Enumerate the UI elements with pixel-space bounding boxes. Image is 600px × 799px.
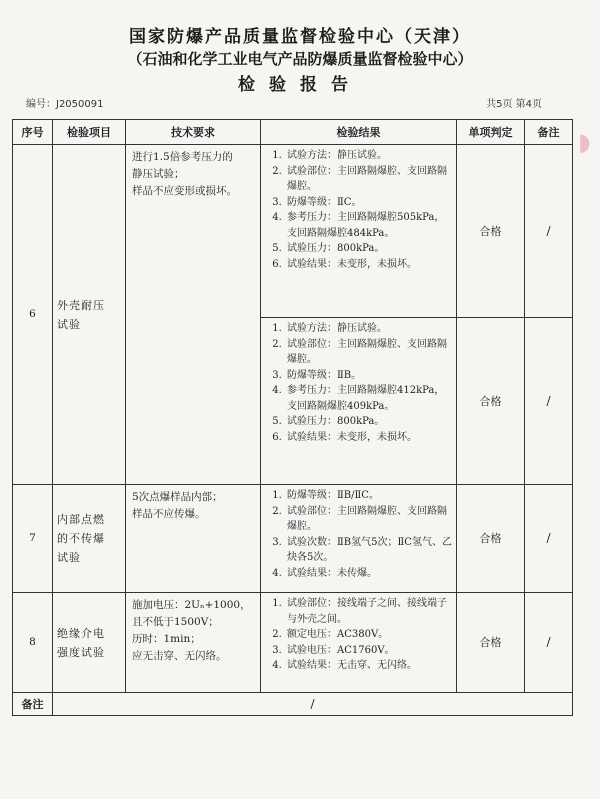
list-item: 2. 试验部位：主回路隔爆腔、支回路隔爆腔。 xyxy=(285,337,452,368)
report-title: 检验报告 xyxy=(238,75,362,95)
list-item: 3. 试验次数：ⅡB氢气5次；ⅡC氢气、乙炔各5次。 xyxy=(285,535,452,566)
item-name: 绝缘介电 强度试验 xyxy=(53,593,126,693)
table-header-row xyxy=(13,120,573,145)
list-item: 1. 试验部位：接线端子之间、接线端子与外壳之间。 xyxy=(285,596,452,627)
judgment: 合格 xyxy=(457,593,525,693)
list-item: 1. 防爆等级：ⅡB/ⅡC。 xyxy=(285,488,452,504)
col-header-judgment: 单项判定 xyxy=(457,120,525,145)
col-header-no: 序号 xyxy=(13,120,53,145)
item-name: 外壳耐压 试验 xyxy=(53,145,126,485)
list-item: 1. 试验方法：静压试验。 xyxy=(285,148,452,164)
remarks-value: / xyxy=(53,693,573,716)
item-name: 内部点燃 的不传爆 试验 xyxy=(53,485,126,593)
inspection-table xyxy=(12,119,573,716)
test-result xyxy=(261,318,457,485)
note: / xyxy=(525,485,573,593)
institution-title: 国家防爆产品质量监督检验中心（天津） xyxy=(129,27,471,47)
seal-fragment-icon: ◗ xyxy=(578,128,591,156)
list-item: 2. 额定电压：AC380V。 xyxy=(285,627,452,643)
col-header-item: 检验项目 xyxy=(53,120,126,145)
test-result xyxy=(261,485,457,593)
list-item: 2. 试验部位：主回路隔爆腔、支回路隔爆腔。 xyxy=(285,164,452,195)
page-indicator: 共5页 第4页 xyxy=(486,99,542,110)
col-header-requirement: 技术要求 xyxy=(126,120,261,145)
test-result xyxy=(261,145,457,318)
technical-requirement: 施加电压：2Uₙ+1000， 且不低于1500V； 历时：1min； 应无击穿、无闪络。 xyxy=(126,593,261,693)
list-item: 5. 试验压力：800kPa。 xyxy=(285,414,452,430)
note: / xyxy=(525,145,573,318)
judgment: 合格 xyxy=(457,145,525,318)
list-item: 3. 防爆等级：ⅡC。 xyxy=(285,195,452,211)
col-header-note: 备注 xyxy=(525,120,573,145)
list-item: 6. 试验结果：未变形，未损坏。 xyxy=(285,257,452,273)
row-number: 6 xyxy=(13,145,53,485)
list-item: 2. 试验部位：主回路隔爆腔、支回路隔爆腔。 xyxy=(285,504,452,535)
technical-requirement: 5次点爆样品内部； 样品不应传爆。 xyxy=(126,485,261,593)
judgment: 合格 xyxy=(457,485,525,593)
list-item: 4. 参考压力：主回路隔爆腔505kPa，支回路隔爆腔484kPa。 xyxy=(285,210,452,241)
test-result xyxy=(261,593,457,693)
table-row xyxy=(13,145,573,318)
table-row xyxy=(13,485,573,593)
remarks-label: 备注 xyxy=(13,693,53,716)
technical-requirement: 进行1.5倍参考压力的 静压试验； 样品不应变形或损坏。 xyxy=(126,145,261,485)
list-item: 4. 试验结果：未传爆。 xyxy=(285,566,452,582)
report-code: 编号：J2050091 xyxy=(26,99,104,110)
remarks-row xyxy=(13,693,573,716)
list-item: 5. 试验压力：800kPa。 xyxy=(285,241,452,257)
list-item: 4. 试验结果：无击穿、无闪络。 xyxy=(285,658,452,674)
list-item: 3. 防爆等级：ⅡB。 xyxy=(285,368,452,384)
list-item: 3. 试验电压：AC1760V。 xyxy=(285,643,452,659)
note: / xyxy=(525,593,573,693)
list-item: 4. 参考压力：主回路隔爆腔412kPa，支回路隔爆腔409kPa。 xyxy=(285,383,452,414)
judgment: 合格 xyxy=(457,318,525,485)
table-row xyxy=(13,593,573,693)
row-number: 8 xyxy=(13,593,53,693)
institution-subtitle: （石油和化学工业电气产品防爆质量监督检验中心） xyxy=(127,50,473,68)
row-number: 7 xyxy=(13,485,53,593)
list-item: 6. 试验结果：未变形，未损坏。 xyxy=(285,430,452,446)
col-header-result: 检验结果 xyxy=(261,120,457,145)
list-item: 1. 试验方法：静压试验。 xyxy=(285,321,452,337)
note: / xyxy=(525,318,573,485)
